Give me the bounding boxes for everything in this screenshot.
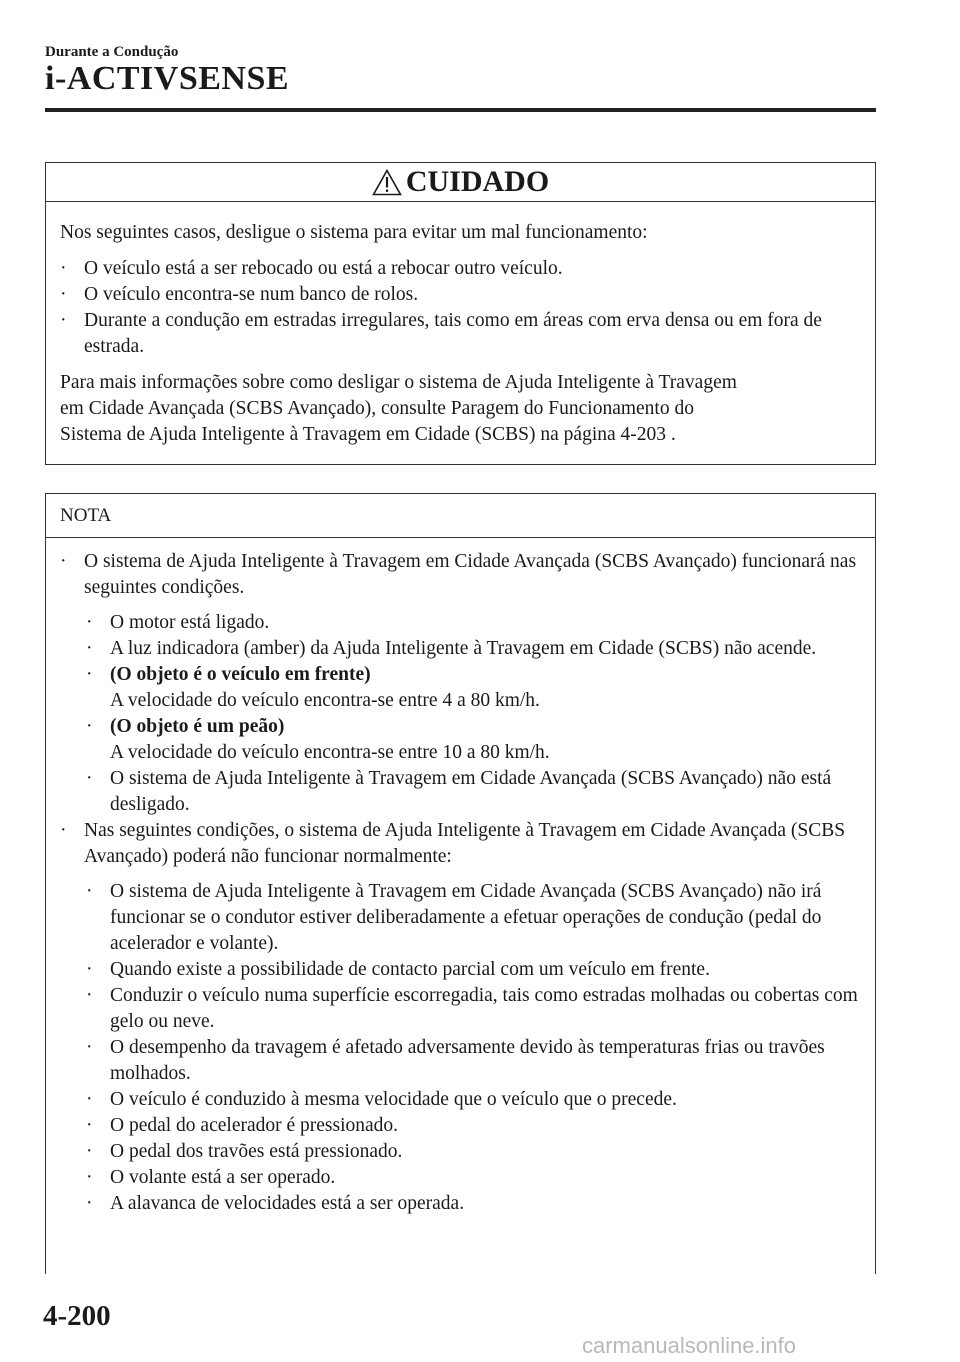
bullet-icon: ·: [86, 1193, 93, 1214]
bullet-icon: ·: [86, 881, 93, 902]
list-item: · Durante a condução em estradas irregulares, tais como em áreas com erva densa ou em fora de estrada.: [60, 310, 822, 357]
watermark: carmanualsonline.info: [582, 1333, 797, 1358]
bullet-icon: ·: [86, 664, 93, 685]
note-box: [45, 493, 876, 1274]
list-item: · Conduzir o veículo numa superfície escorregadia, tais como estradas molhadas ou cobertas com gelo ou neve.: [86, 985, 858, 1032]
conditions-list: [60, 610, 861, 818]
list-item: · A alavanca de velocidades está a ser operada.: [60, 1191, 861, 1217]
header-rule: [45, 108, 876, 112]
bullet-icon: ·: [86, 959, 93, 980]
bullet-icon: ·: [86, 1115, 93, 1136]
list-item: · O motor está ligado.: [60, 610, 861, 636]
list-item: · (O objeto é um peão) A velocidade do veículo encontra-se entre 10 a 80 km/h.: [86, 716, 550, 763]
bullet-icon: ·: [86, 1167, 93, 1188]
page-number: 4-200: [43, 1300, 111, 1332]
list-item: · O veículo está a ser rebocado ou está a rebocar outro veículo.: [60, 256, 861, 282]
list-item: · Quando existe a possibilidade de contacto parcial com um veículo em frente.: [60, 957, 861, 983]
chapter-title: i-ACTIVSENSE: [45, 60, 290, 97]
caution-title: CUIDADO: [405, 165, 550, 198]
bullet-icon: ·: [60, 258, 67, 279]
caution-footer: Para mais informações sobre como desligar o sistema de Ajuda Inteligente à Travagem em Cidade Avançada (SCBS Avançado), consulte Paragem do Funcionamento do Sistema de Ajuda Inteligente à Travagem em Cidade (SCBS) na página 4-203 .: [60, 372, 737, 445]
condition-heading: (O objeto é um peão): [110, 716, 285, 737]
list-item: · O pedal dos travões está pressionado.: [60, 1139, 861, 1165]
bullet-icon: ·: [60, 310, 67, 331]
bullet-icon: ·: [60, 284, 67, 305]
note-list: [60, 549, 861, 601]
list-item: · O veículo é conduzido à mesma velocidade que o veículo que o precede.: [60, 1087, 861, 1113]
caution-list: [60, 256, 861, 360]
note-content: [46, 549, 875, 1217]
bullet-icon: ·: [86, 612, 93, 633]
note-header: [46, 494, 875, 538]
list-item: · O desempenho da travagem é afetado adversamente devido às temperaturas frias ou travões molhados.: [86, 1037, 825, 1084]
list-item: · (O objeto é o veículo em frente) A velocidade do veículo encontra-se entre 4 a 80 km/h.: [86, 664, 540, 711]
note-title: NOTA: [60, 504, 112, 526]
list-item: · Nas seguintes condições, o sistema de Ajuda Inteligente à Travagem em Cidade Avançada (SCBS Avançado) poderá não funcionar normalmente:: [60, 820, 846, 867]
caution-content: [46, 220, 875, 448]
caution-intro: Nos seguintes casos, desligue o sistema para evitar um mal funcionamento:: [60, 222, 648, 243]
bullet-icon: ·: [86, 1089, 93, 1110]
bullet-icon: ·: [86, 1141, 93, 1162]
list-item: · O sistema de Ajuda Inteligente à Travagem em Cidade Avançada (SCBS Avançado) não está desligado.: [86, 768, 832, 815]
list-item: · O veículo encontra-se num banco de rolos.: [60, 282, 861, 308]
note-list-2: [60, 818, 861, 870]
bullet-icon: ·: [60, 820, 67, 841]
bullet-icon: ·: [60, 551, 67, 572]
section-label: Durante a Condução: [45, 44, 179, 60]
list-item: · O sistema de Ajuda Inteligente à Travagem em Cidade Avançada (SCBS Avançado) não irá funcionar se o condutor estiver deliberadamente a efetuar operações de condução (pedal do acelerador e volante).: [86, 881, 822, 954]
warning-triangle-icon: [372, 169, 402, 196]
list-item: · A luz indicadora (amber) da Ajuda Inteligente à Travagem em Cidade (SCBS) não acende.: [60, 636, 861, 662]
bullet-icon: ·: [86, 638, 93, 659]
caution-header: [46, 163, 875, 202]
list-item: · O sistema de Ajuda Inteligente à Travagem em Cidade Avançada (SCBS Avançado) funcionará nas seguintes condições.: [60, 551, 857, 598]
bullet-icon: ·: [86, 1037, 93, 1058]
caution-box: [45, 162, 876, 465]
limitations-list: [60, 879, 861, 1217]
condition-heading: (O objeto é o veículo em frente): [110, 664, 371, 685]
bullet-icon: ·: [86, 768, 93, 789]
list-item: · O volante está a ser operado.: [60, 1165, 861, 1191]
bullet-icon: ·: [86, 985, 93, 1006]
list-item: · O pedal do acelerador é pressionado.: [60, 1113, 861, 1139]
bullet-icon: ·: [86, 716, 93, 737]
